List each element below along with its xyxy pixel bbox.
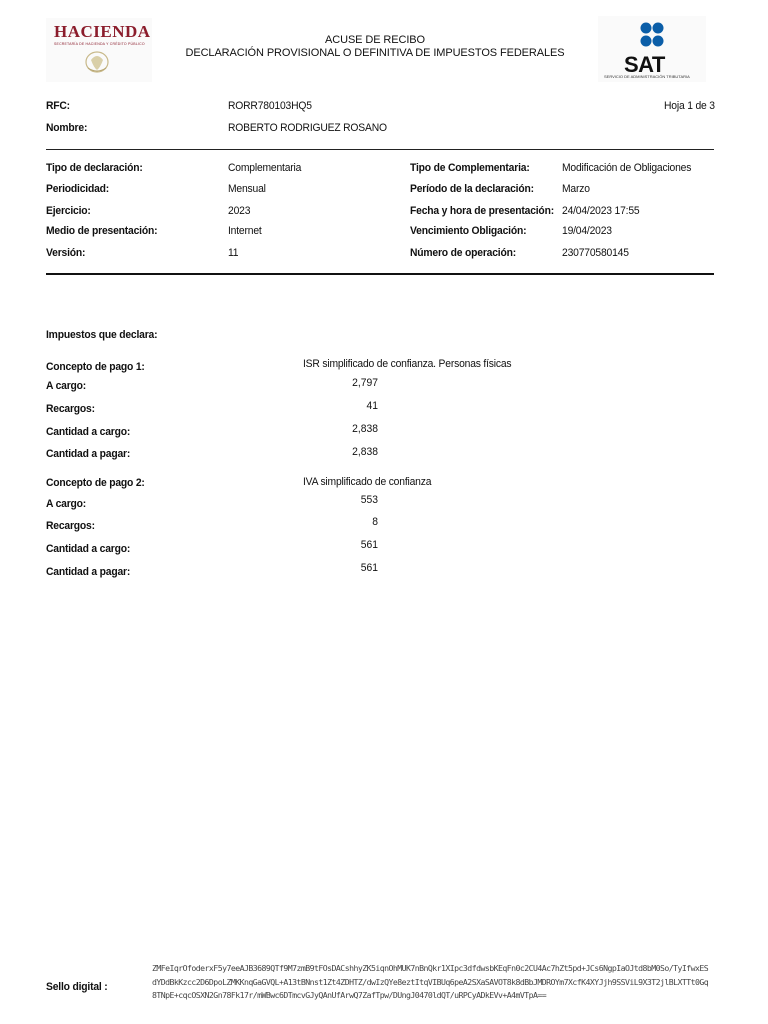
hacienda-logo [46, 18, 152, 82]
declaration-period-label: Período de la declaración: [410, 183, 534, 195]
concept-1-amount-charged-label: Cantidad a cargo: [46, 426, 131, 438]
hacienda-logo-text: HACIENDA [54, 22, 151, 41]
rfc-label: RFC: [46, 100, 70, 112]
submission-datetime-label: Fecha y hora de presentación: [410, 205, 554, 217]
periodicity-label: Periodicidad: [46, 183, 110, 195]
concept-2-label: Concepto de pago 2: [46, 477, 145, 489]
fiscal-year-value: 2023 [228, 205, 251, 217]
obligation-due-value: 19/04/2023 [562, 225, 612, 237]
concept-2-name: IVA simplificado de confianza [303, 476, 432, 488]
concept-2-charge-value: 553 [360, 494, 378, 506]
concept-1-charge-value: 2,797 [352, 377, 378, 389]
concept-1-surcharge-label: Recargos: [46, 403, 95, 415]
concept-1-amount-payable-value: 2,838 [352, 446, 378, 458]
hacienda-logo-subtext: SECRETARÍA DE HACIENDA Y CRÉDITO PÚBLICO [54, 42, 145, 46]
complementary-type-label: Tipo de Complementaria: [410, 162, 530, 174]
declaration-type-label: Tipo de declaración: [46, 162, 143, 174]
declaration-type-value: Complementaria [228, 162, 302, 174]
concept-1-charge-label: A cargo: [46, 380, 87, 392]
coat-of-arms-icon [82, 48, 112, 76]
complementary-type-value: Modificación de Obligaciones [562, 162, 692, 174]
concept-2-amount-charged-value: 561 [360, 539, 378, 551]
title-line-1: ACUSE DE RECIBO [325, 34, 425, 46]
divider [46, 149, 714, 150]
operation-number-label: Número de operación: [410, 247, 516, 259]
name-label: Nombre: [46, 122, 88, 134]
submission-datetime-value: 24/04/2023 17:55 [562, 205, 640, 217]
page-indicator: Hoja 1 de 3 [664, 100, 715, 112]
concept-2-amount-payable-label: Cantidad a pagar: [46, 566, 131, 578]
sat-logo [598, 16, 706, 82]
concept-2-surcharge-value: 8 [372, 516, 378, 528]
fiscal-year-label: Ejercicio: [46, 205, 91, 217]
digital-seal-value: ZMFeIqrOfoderxF5y7eeAJB3689QTf9M7zmB9tFOsDACshhyZK5iqnOhMUK7nBnQkr1XIpc3dfdwsbKEqFn0c2CU4Ac7hZt5pd+JCs6NgpIaOJtd8bM0So/TyIfwxESdYDdBkKzcc2D6DpoLZMKKnqGaGVQL+A13tBNnst1Zt4ZDHTZ/dwIzQYe8eztItqVIBUq6peA2SXaSAVOT8k8dBbJMDROYm7XcfK4XYJjh9SSViL9X3T2jlBLXTTt0Gq8TNpE+cqcOSXN2Gn78Fk17r/mWBwc6DTmcvGJyQAnUfArwQ7ZafTpw/DUngJ0470ldQT/uRPCyADkEVv+A4mVTpA== [152, 963, 709, 1000]
sat-logo-subtext: SERVICIO DE ADMINISTRACIÓN TRIBUTARIA [604, 74, 690, 79]
concept-1-amount-payable-label: Cantidad a pagar: [46, 448, 131, 460]
rfc-value: RORR780103HQ5 [228, 100, 312, 112]
version-label: Versión: [46, 247, 86, 259]
concept-2-amount-charged-label: Cantidad a cargo: [46, 543, 131, 555]
divider [46, 273, 714, 275]
title-line-2: DECLARACIÓN PROVISIONAL O DEFINITIVA DE IMPUESTOS FEDERALES [185, 47, 565, 59]
version-value: 11 [228, 247, 239, 259]
declaration-period-value: Marzo [562, 183, 590, 195]
concept-1-name: ISR simplificado de confianza. Personas físicas [303, 358, 512, 370]
sat-dots-icon [598, 16, 706, 56]
concept-2-charge-label: A cargo: [46, 498, 87, 510]
taxes-heading: Impuestos que declara: [46, 329, 158, 341]
concept-2-amount-payable-value: 561 [360, 562, 378, 574]
concept-1-surcharge-value: 41 [366, 400, 378, 412]
concept-1-label: Concepto de pago 1: [46, 361, 145, 373]
submission-medium-label: Medio de presentación: [46, 225, 158, 237]
submission-medium-value: Internet [228, 225, 262, 237]
sat-logo-text: SAT [624, 52, 665, 77]
concept-2-surcharge-label: Recargos: [46, 520, 95, 532]
document-title [150, 34, 600, 60]
obligation-due-label: Vencimiento Obligación: [410, 225, 527, 237]
periodicity-value: Mensual [228, 183, 266, 195]
digital-seal-label: Sello digital : [46, 981, 108, 993]
operation-number-value: 230770580145 [562, 247, 629, 259]
name-value: ROBERTO RODRIGUEZ ROSANO [228, 122, 387, 134]
concept-1-amount-charged-value: 2,838 [352, 423, 378, 435]
